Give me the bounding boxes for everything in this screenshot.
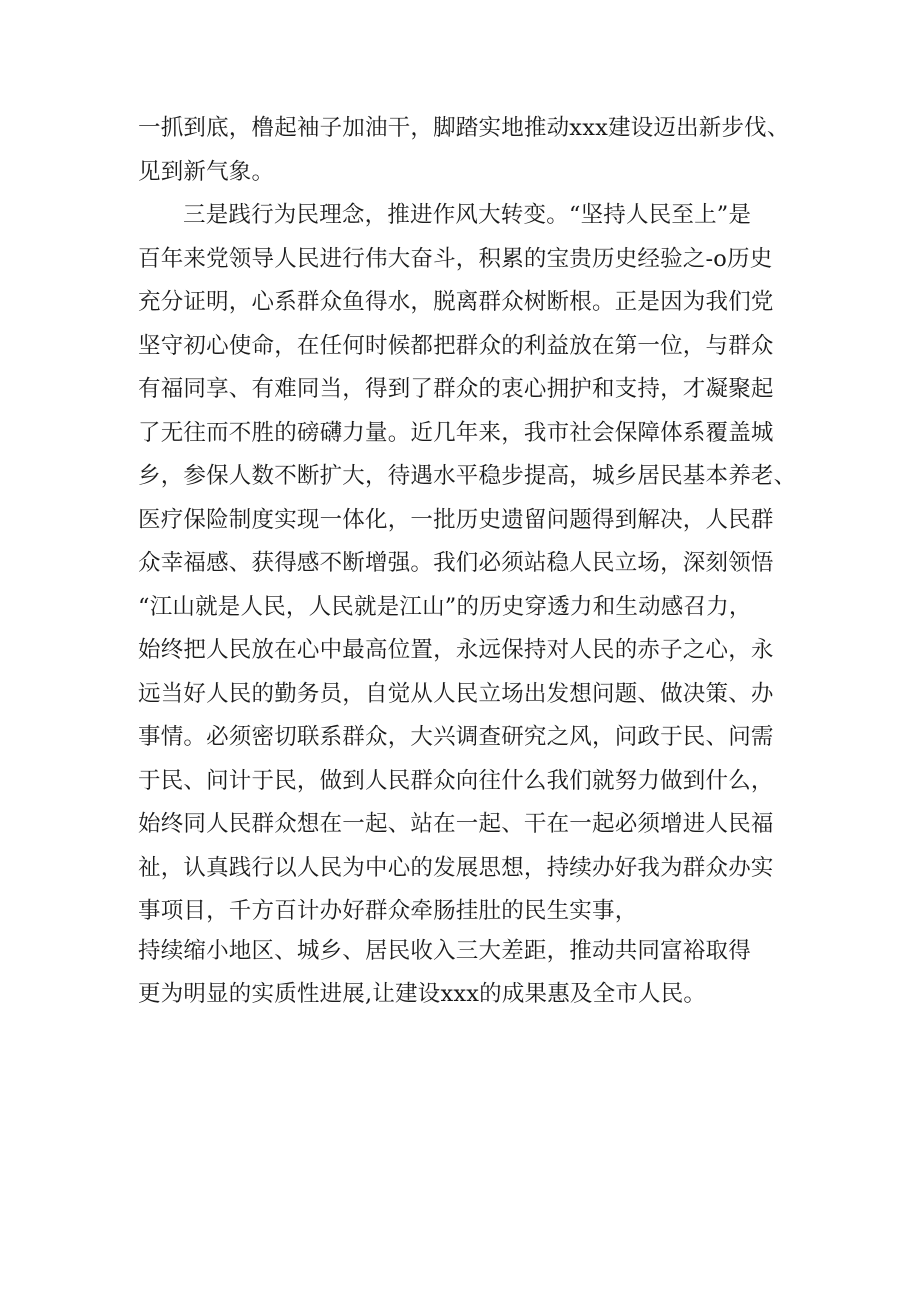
text-line: 一抓到底，橹起袖子加油干，脚踏实地推动xxx建设迈出新步伐、 [138, 115, 790, 141]
text-line: 事项目，千方百计办好群众牵肠挂肚的民生实事， [138, 898, 638, 924]
text-line: 乡，参保人数不断扩大，待遇水平稳步提高，城乡居民基本养老、 [138, 463, 797, 489]
text-line: 于民、问计于民，做到人民群众向往什么我们就努力做到什么， [138, 768, 774, 794]
text-line: 始终把人民放在心中最高位置，永远保持对人民的赤子之心，永 [138, 637, 774, 663]
text-line: “江山就是人民，人民就是江山”的历史穿透力和生动感召力， [138, 594, 752, 620]
text-line: 众幸福感、获得感不断增强。我们必须站稳人民立场，深刻领悟 [138, 550, 774, 576]
text-line: 见到新气象。 [138, 159, 275, 185]
text-line: 持续缩小地区、城乡、居民收入三大差距，推动共同富裕取得 [138, 938, 751, 964]
text-line: 坚守初心使命，在任何时候都把群众的利益放在第一位，与群众 [138, 333, 774, 359]
text-line: 了无往而不胜的磅礴力量。近几年来，我市社会保障体系覆盖城 [138, 420, 774, 446]
text-line: 祉，认真践行以人民为中心的发展思想，持续办好我为群众办实 [138, 855, 774, 881]
text-line: 百年来党领导人民进行伟大奋斗，积累的宝贵历史经验之-o历史 [138, 246, 773, 272]
text-line: 医疗保险制度实现一体化，一批历史遗留问题得到解决，人民群 [138, 507, 774, 533]
text-line: 有福同享、有难同当，得到了群众的衷心拥护和支持，才凝聚起 [138, 376, 774, 402]
text-line: 远当好人民的勤务员，自觉从人民立场出发想问题、做决策、办 [138, 681, 774, 707]
text-line: 事情。必须密切联系群众，大兴调查研究之风，问政于民、问需 [138, 724, 774, 750]
paragraph-start-line: 三是践行为民理念，推进作风大转变。“坚持人民至上”是 [183, 202, 752, 228]
text-line: 更为明显的实质性进展,让建设xxx的成果惠及全市人民。 [138, 981, 707, 1007]
text-line: 充分证明，心系群众鱼得水，脱离群众树断根。正是因为我们党 [138, 289, 774, 315]
text-line: 始终同人民群众想在一起、站在一起、干在一起必须增进人民福 [138, 811, 774, 837]
